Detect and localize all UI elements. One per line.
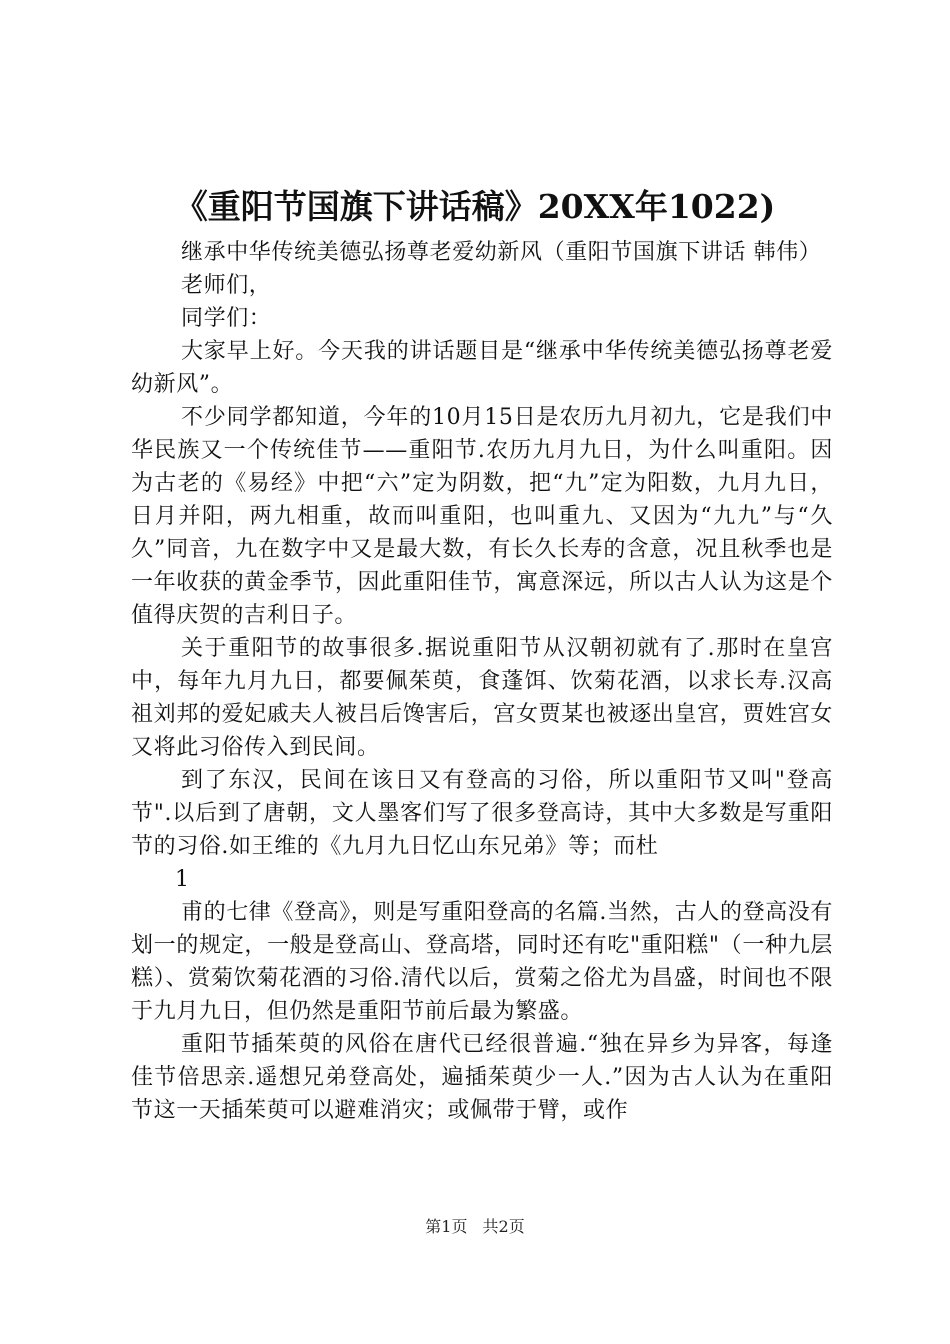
paragraph-origin: 不少同学都知道，今年的10月15日是农历九月初九，它是我们中华民族又一个传统佳节——重阳节.农历九月九日，为什么叫重阳。因为古老的《易经》中把“六”定为阴数，把“九”定为阳数，九月九日，日月并阳，两九相重，故而叫重阳，也叫重九、又因为“九九”与“久久”同音，九在数字中又是最大数，有长久长寿的含意，况且秋季也是一年收获的黄金季节，因此重阳佳节，寓意深远，所以古人认为这是个值得庆贺的吉利日子。 [131, 405, 833, 628]
footer-page-label: 第1页 [425, 1217, 468, 1236]
paragraph-intro: 大家早上好。今天我的讲话题目是“继承中华传统美德弘扬尊老爱幼新风”。 [131, 339, 833, 397]
paragraph-du-fu: 甫的七律《登高》，则是写重阳登高的名篇.当然，古人的登高没有划一的规定，一般是登高山、登高塔，同时还有吃"重阳糕"（一种九层糕）、赏菊饮菊花酒的习俗.清代以后，赏菊之俗尤为昌盛，时间也不限于九月九日，但仍然是重阳节前后最为繁盛。 [131, 900, 833, 1024]
page-number-marker: 1 [175, 867, 189, 892]
paragraph-zhuyu: 重阳节插茱萸的风俗在唐代已经很普遍.“独在异乡为异客，每逢佳节倍思亲.遥想兄弟登高处，遍插茱萸少一人.”因为古人认为在重阳节这一天插茱萸可以避难消灾；或佩带于臂，或作 [131, 1032, 833, 1123]
paragraph-stories: 关于重阳节的故事很多.据说重阳节从汉朝初就有了.那时在皇宫中，每年九月九日，都要佩茱萸，食蓬饵、饮菊花酒，以求长寿.汉高祖刘邦的爱妃戚夫人被吕后馋害后，宫女贾某也被逐出皇宫，贾姓宫女又将此习俗传入到民间。 [131, 636, 833, 760]
page-footer [0, 1216, 950, 1238]
paragraph-greeting-teachers: 老师们， [181, 273, 272, 298]
paragraph-subtitle: 继承中华传统美德弘扬尊老爱幼新风（重阳节国旗下讲话 韩伟） [181, 240, 822, 265]
footer-total-label: 共2页 [482, 1217, 525, 1236]
document-title: 《重阳节国旗下讲话稿》20XX年1022) [174, 187, 776, 226]
paragraph-greeting-students: 同学们： [181, 306, 272, 331]
paragraph-eastern-han: 到了东汉，民间在该日又有登高的习俗，所以重阳节又叫"登高节".以后到了唐朝，文人墨客们写了很多登高诗，其中大多数是写重阳节的习俗.如王维的《九月九日忆山东兄弟》等；而杜 [131, 768, 833, 859]
document-body [131, 236, 833, 1127]
